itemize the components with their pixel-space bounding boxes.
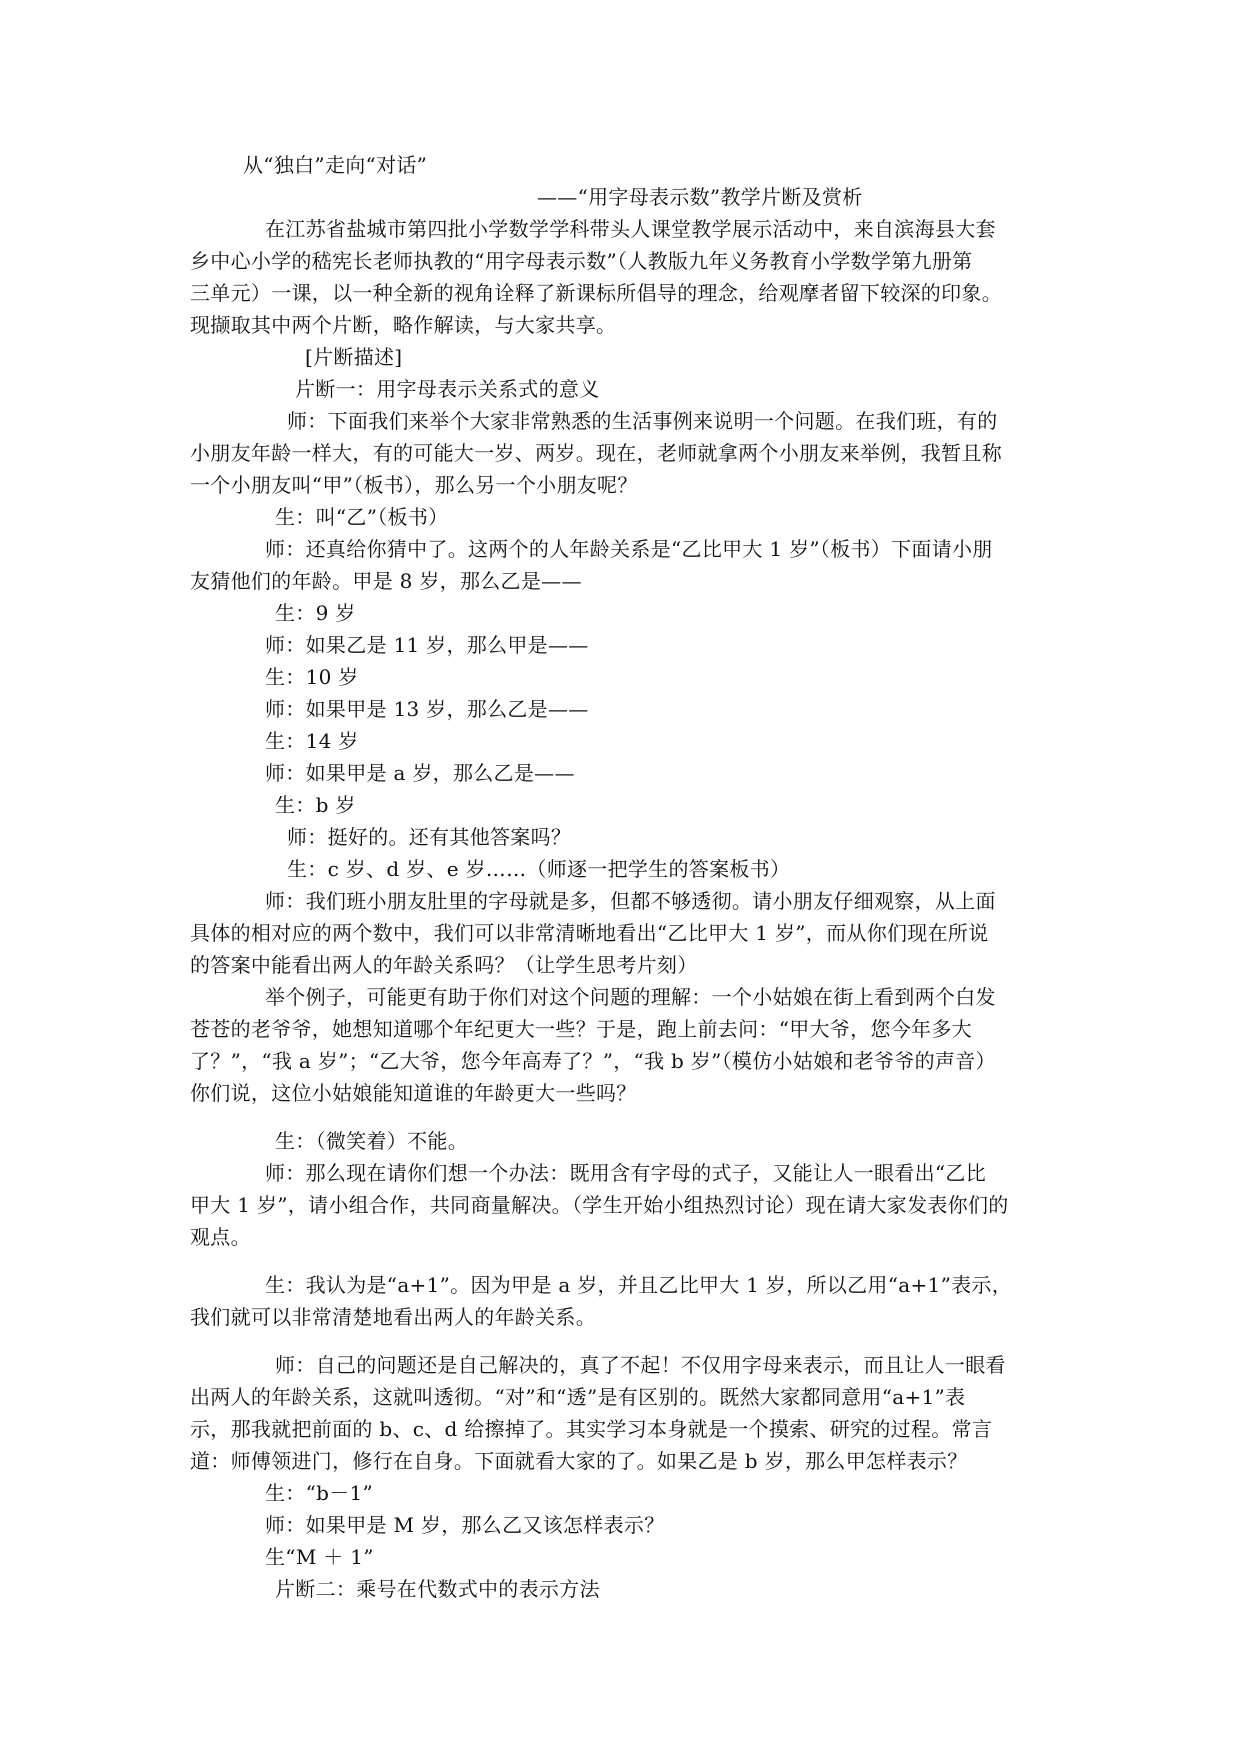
- dialogue-line: 了？”，“我 a 岁”；“乙大爷，您今年高寿了？”，“我 b 岁”（模仿小姑娘和老爷爷的声音）: [190, 1049, 996, 1073]
- dialogue-line: 师：那么现在请你们想一个办法：既用含有字母的式子，又能让人一眼看出“乙比: [265, 1161, 987, 1185]
- dialogue-line: 生：14 岁: [265, 729, 359, 753]
- dialogue-line: 师：如果甲是 M 岁，那么乙又该怎样表示？: [265, 1513, 665, 1537]
- dialogue-line: 生：b 岁: [275, 793, 356, 817]
- fragment-heading: 片断二：乘号在代数式中的表示方法: [275, 1577, 600, 1601]
- dialogue-line: 观点。: [190, 1225, 251, 1249]
- paragraph-line: 在江苏省盐城市第四批小学数学学科带头人课堂教学展示活动中，来自滨海县大套: [265, 217, 996, 241]
- dialogue-line: 出两人的年龄关系，这就叫透彻。“对”和“透”是有区别的。既然大家都同意用“a+1”表: [190, 1385, 966, 1409]
- dialogue-line: 甲大 1 岁”，请小组合作，共同商量解决。（学生开始小组热烈讨论）现在请大家发表你们的: [190, 1193, 1009, 1217]
- dialogue-line: 生：（微笑着）不能。: [275, 1129, 468, 1153]
- fragment-heading: 片断一：用字母表示关系式的意义: [295, 377, 600, 401]
- dialogue-line: 生“M ＋ 1”: [265, 1545, 374, 1569]
- dialogue-line: 举个例子，可能更有助于你们对这个问题的理解：一个小姑娘在街上看到两个白发: [265, 985, 996, 1009]
- dialogue-line: 生：叫“乙”（板书）: [275, 505, 449, 529]
- dialogue-line: 师：如果甲是 a 岁，那么乙是——: [265, 761, 575, 785]
- dialogue-line: 苍苍的老爷爷，她想知道哪个年纪更大一些？于是，跑上前去问：“甲大爷，您今年多大: [190, 1017, 972, 1041]
- dialogue-line: 我们就可以非常清楚地看出两人的年龄关系。: [190, 1305, 596, 1329]
- dialogue-line: 生：9 岁: [275, 601, 356, 625]
- dialogue-line: 师：还真给你猜中了。这两个的人年龄关系是“乙比甲大 1 岁”（板书）下面请小朋: [265, 537, 993, 561]
- section-heading: [片断描述]: [305, 345, 403, 369]
- dialogue-line: 小朋友年龄一样大，有的可能大一岁、两岁。现在，老师就拿两个小朋友来举例，我暂且称: [190, 441, 1002, 465]
- dialogue-line: 具体的相对应的两个数中，我们可以非常清晰地看出“乙比甲大 1 岁”，而从你们现在所说: [190, 921, 989, 945]
- dialogue-line: 师：如果甲是 13 岁，那么乙是——: [265, 697, 589, 721]
- dialogue-line: 你们说，这位小姑娘能知道谁的年龄更大一些吗？: [190, 1081, 637, 1105]
- dialogue-line: 师：如果乙是 11 岁，那么甲是——: [265, 633, 589, 657]
- document-subtitle: ——“用字母表示数”教学片断及赏析: [537, 185, 863, 209]
- dialogue-line: 道：师傅领进门，修行在自身。下面就看大家的了。如果乙是 b 岁，那么甲怎样表示？: [190, 1449, 968, 1473]
- paragraph-line: 三单元）一课，以一种全新的视角诠释了新课标所倡导的理念，给观摩者留下较深的印象。: [190, 281, 1002, 305]
- dialogue-line: 生：c 岁、d 岁、e 岁……（师逐一把学生的答案板书）: [287, 857, 791, 881]
- document-title: 从“独白”走向“对话”: [243, 153, 428, 177]
- dialogue-line: 生：“b－1”: [265, 1481, 374, 1505]
- dialogue-line: 一个小朋友叫“甲”（板书），那么另一个小朋友呢？: [190, 473, 638, 497]
- paragraph-line: 现撷取其中两个片断，略作解读，与大家共享。: [190, 313, 617, 337]
- dialogue-line: 师：我们班小朋友肚里的字母就是多，但都不够透彻。请小朋友仔细观察，从上面: [265, 889, 996, 913]
- dialogue-line: 生：我认为是“a+1”。因为甲是 a 岁，并且乙比甲大 1 岁，所以乙用“a+1”表示，: [265, 1273, 1012, 1297]
- dialogue-line: 生：10 岁: [265, 665, 359, 689]
- dialogue-line: 师：自己的问题还是自己解决的，真了不起！不仅用字母来表示，而且让人一眼看: [275, 1353, 1006, 1377]
- dialogue-line: 师：下面我们来举个大家非常熟悉的生活事例来说明一个问题。在我们班，有的: [287, 409, 998, 433]
- dialogue-line: 的答案中能看出两人的年龄关系吗？（让学生思考片刻）: [190, 953, 698, 977]
- dialogue-line: 友猜他们的年龄。甲是 8 岁，那么乙是——: [190, 569, 582, 593]
- dialogue-line: 师：挺好的。还有其他答案吗？: [287, 825, 572, 849]
- dialogue-line: 示，那我就把前面的 b、c、d 给擦掉了。其实学习本身就是一个摸索、研究的过程。常言: [190, 1417, 993, 1441]
- paragraph-line: 乡中心小学的嵇宪长老师执教的“用字母表示数”（人教版九年义务教育小学数学第九册第: [190, 249, 973, 273]
